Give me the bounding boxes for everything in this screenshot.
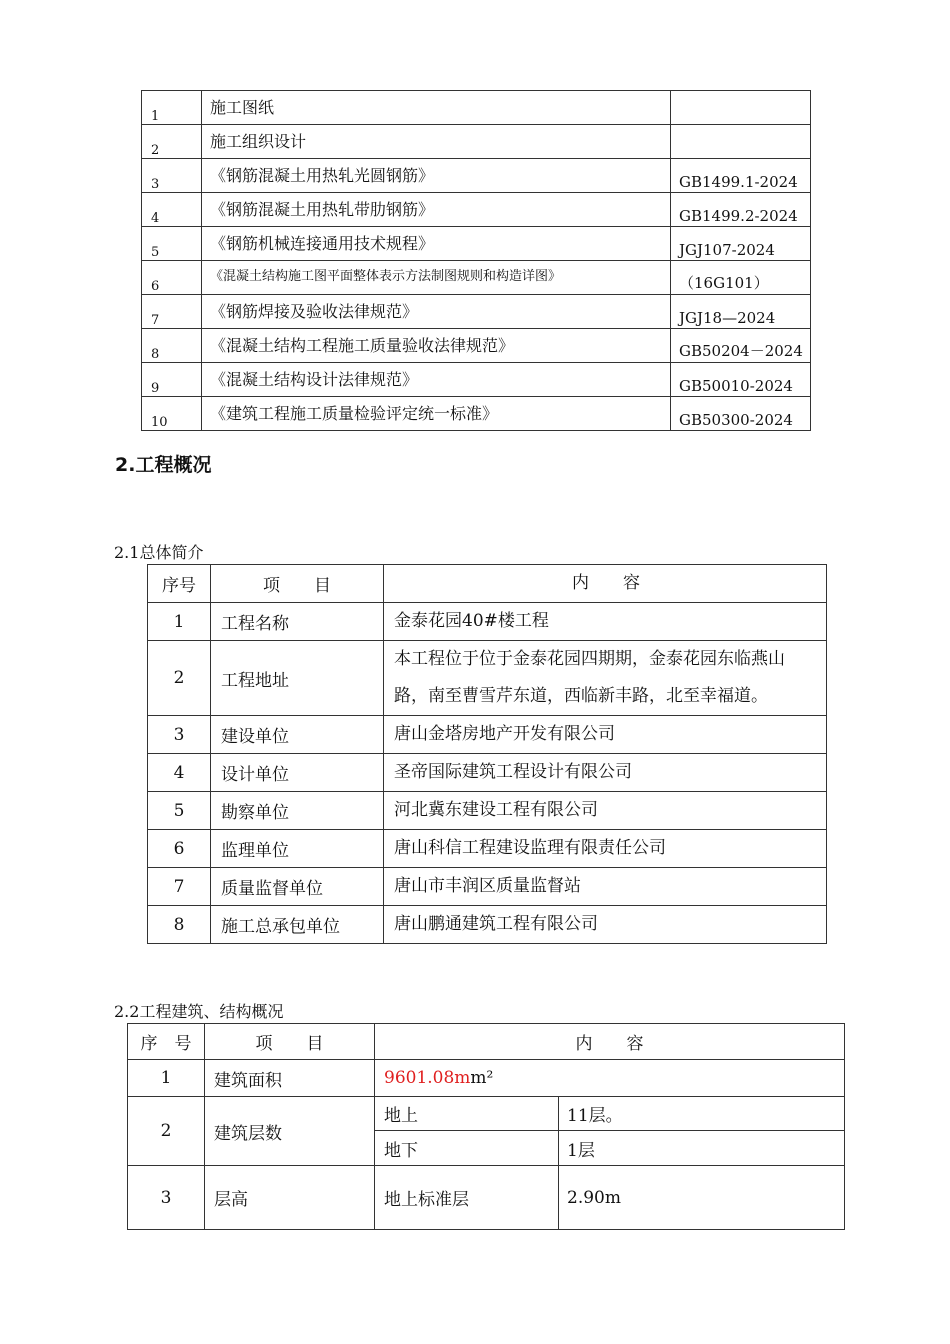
- table-row: [142, 329, 811, 363]
- table-row: [148, 754, 827, 792]
- row-no: 4: [142, 193, 202, 227]
- table-row: [128, 1166, 845, 1230]
- area-value-cell: [375, 1060, 845, 1097]
- table-row: [148, 603, 827, 641]
- row-name: 施工图纸: [202, 91, 671, 125]
- row-name: 《混凝土结构设计法律规范》: [202, 363, 671, 397]
- row-no: 4: [148, 754, 211, 792]
- overview-table: [147, 564, 827, 944]
- row-code: GB50204－2024: [671, 329, 811, 363]
- header-content: 内 容: [375, 1024, 845, 1060]
- below-value: 1层: [559, 1131, 845, 1166]
- references-table: [141, 90, 811, 431]
- row-content: 圣帝国际建筑工程设计有限公司: [384, 754, 827, 792]
- row-no: 2: [142, 125, 202, 159]
- row-no: 7: [142, 295, 202, 329]
- table-row: [148, 641, 827, 716]
- row-no: 10: [142, 397, 202, 431]
- row-item: 建筑层数: [205, 1097, 375, 1166]
- structure-heading: 2.2工程建筑、结构概况: [114, 1002, 284, 1021]
- row-no: 6: [148, 830, 211, 868]
- table-header-row: [128, 1024, 845, 1060]
- row-item: 质量监督单位: [211, 868, 384, 906]
- header-content: 内 容: [384, 565, 827, 603]
- table-row: [142, 363, 811, 397]
- row-no: 8: [148, 906, 211, 944]
- row-code: GB50010-2024: [671, 363, 811, 397]
- row-no: 2: [128, 1097, 205, 1166]
- row-content: 本工程位于位于金泰花园四期期，金泰花园东临燕山路，南至曹雪芹东道，西临新丰路，北至幸福道。: [384, 641, 827, 716]
- table-row: [148, 792, 827, 830]
- row-content: 唐山鹏通建筑工程有限公司: [384, 906, 827, 944]
- row-code: GB1499.2-2024: [671, 193, 811, 227]
- overview-heading: 2.1总体简介: [114, 543, 204, 562]
- table-row: [142, 397, 811, 431]
- table-row: [128, 1060, 845, 1097]
- row-content: 唐山科信工程建设监理有限责任公司: [384, 830, 827, 868]
- row-name: 《钢筋混凝土用热轧光圆钢筋》: [202, 159, 671, 193]
- row-code: JGJ107-2024: [671, 227, 811, 261]
- row-no: 8: [142, 329, 202, 363]
- row-content: 河北冀东建设工程有限公司: [384, 792, 827, 830]
- table-header-row: [148, 565, 827, 603]
- row-no: 5: [142, 227, 202, 261]
- row-code: [671, 125, 811, 159]
- row-no: 1: [142, 91, 202, 125]
- table-row: [142, 193, 811, 227]
- table-row: [142, 125, 811, 159]
- header-no: 序 号: [128, 1024, 205, 1060]
- row-no: 3: [142, 159, 202, 193]
- area-value: 9601.08m: [384, 1068, 471, 1088]
- row-name: 《混凝土结构工程施工质量验收法律规范》: [202, 329, 671, 363]
- row-code: GB50300-2024: [671, 397, 811, 431]
- below-label: 地下: [375, 1131, 559, 1166]
- header-no: 序号: [148, 565, 211, 603]
- header-item: 项 目: [205, 1024, 375, 1060]
- table-row: [128, 1097, 845, 1131]
- table-row: [142, 295, 811, 329]
- row-no: 3: [128, 1166, 205, 1230]
- row-no: 6: [142, 261, 202, 295]
- table-row: [142, 91, 811, 125]
- row-content: 金泰花园40#楼工程: [384, 603, 827, 641]
- row-name: 《钢筋机械连接通用技术规程》: [202, 227, 671, 261]
- structure-table: [127, 1023, 845, 1230]
- row-no: 9: [142, 363, 202, 397]
- row-no: 1: [128, 1060, 205, 1097]
- row-name: 《混凝土结构施工图平面整体表示方法制图规则和构造详图》: [202, 261, 671, 295]
- row-no: 7: [148, 868, 211, 906]
- row-item: 工程地址: [211, 641, 384, 716]
- area-unit: m²: [470, 1068, 494, 1088]
- table-row: [148, 830, 827, 868]
- row-no: 1: [148, 603, 211, 641]
- row-code: （16G101）: [671, 261, 811, 295]
- header-item: 项 目: [211, 565, 384, 603]
- row-item: 勘察单位: [211, 792, 384, 830]
- row-item: 施工总承包单位: [211, 906, 384, 944]
- row-name: 《建筑工程施工质量检验评定统一标准》: [202, 397, 671, 431]
- above-label: 地上: [375, 1097, 559, 1131]
- row-name: 施工组织设计: [202, 125, 671, 159]
- row-no: 3: [148, 716, 211, 754]
- row-item: 设计单位: [211, 754, 384, 792]
- row-item: 建筑面积: [205, 1060, 375, 1097]
- row-name: 《钢筋混凝土用热轧带肋钢筋》: [202, 193, 671, 227]
- row-code: GB1499.1-2024: [671, 159, 811, 193]
- row-content: 唐山金塔房地产开发有限公司: [384, 716, 827, 754]
- table-row: [142, 159, 811, 193]
- row-item: 工程名称: [211, 603, 384, 641]
- row-item: 监理单位: [211, 830, 384, 868]
- table-row: [148, 906, 827, 944]
- table-row: [142, 227, 811, 261]
- above-value: 11层。: [559, 1097, 845, 1131]
- height-value: 2.90m: [559, 1166, 845, 1230]
- section-heading: 2.工程概况: [115, 454, 212, 476]
- row-code: JGJ18—2024: [671, 295, 811, 329]
- row-item: 层高: [205, 1166, 375, 1230]
- height-label: 地上标准层: [375, 1166, 559, 1230]
- row-no: 5: [148, 792, 211, 830]
- table-row: [142, 261, 811, 295]
- row-code: [671, 91, 811, 125]
- row-no: 2: [148, 641, 211, 716]
- row-content: 唐山市丰润区质量监督站: [384, 868, 827, 906]
- row-item: 建设单位: [211, 716, 384, 754]
- table-row: [148, 716, 827, 754]
- row-name: 《钢筋焊接及验收法律规范》: [202, 295, 671, 329]
- table-row: [148, 868, 827, 906]
